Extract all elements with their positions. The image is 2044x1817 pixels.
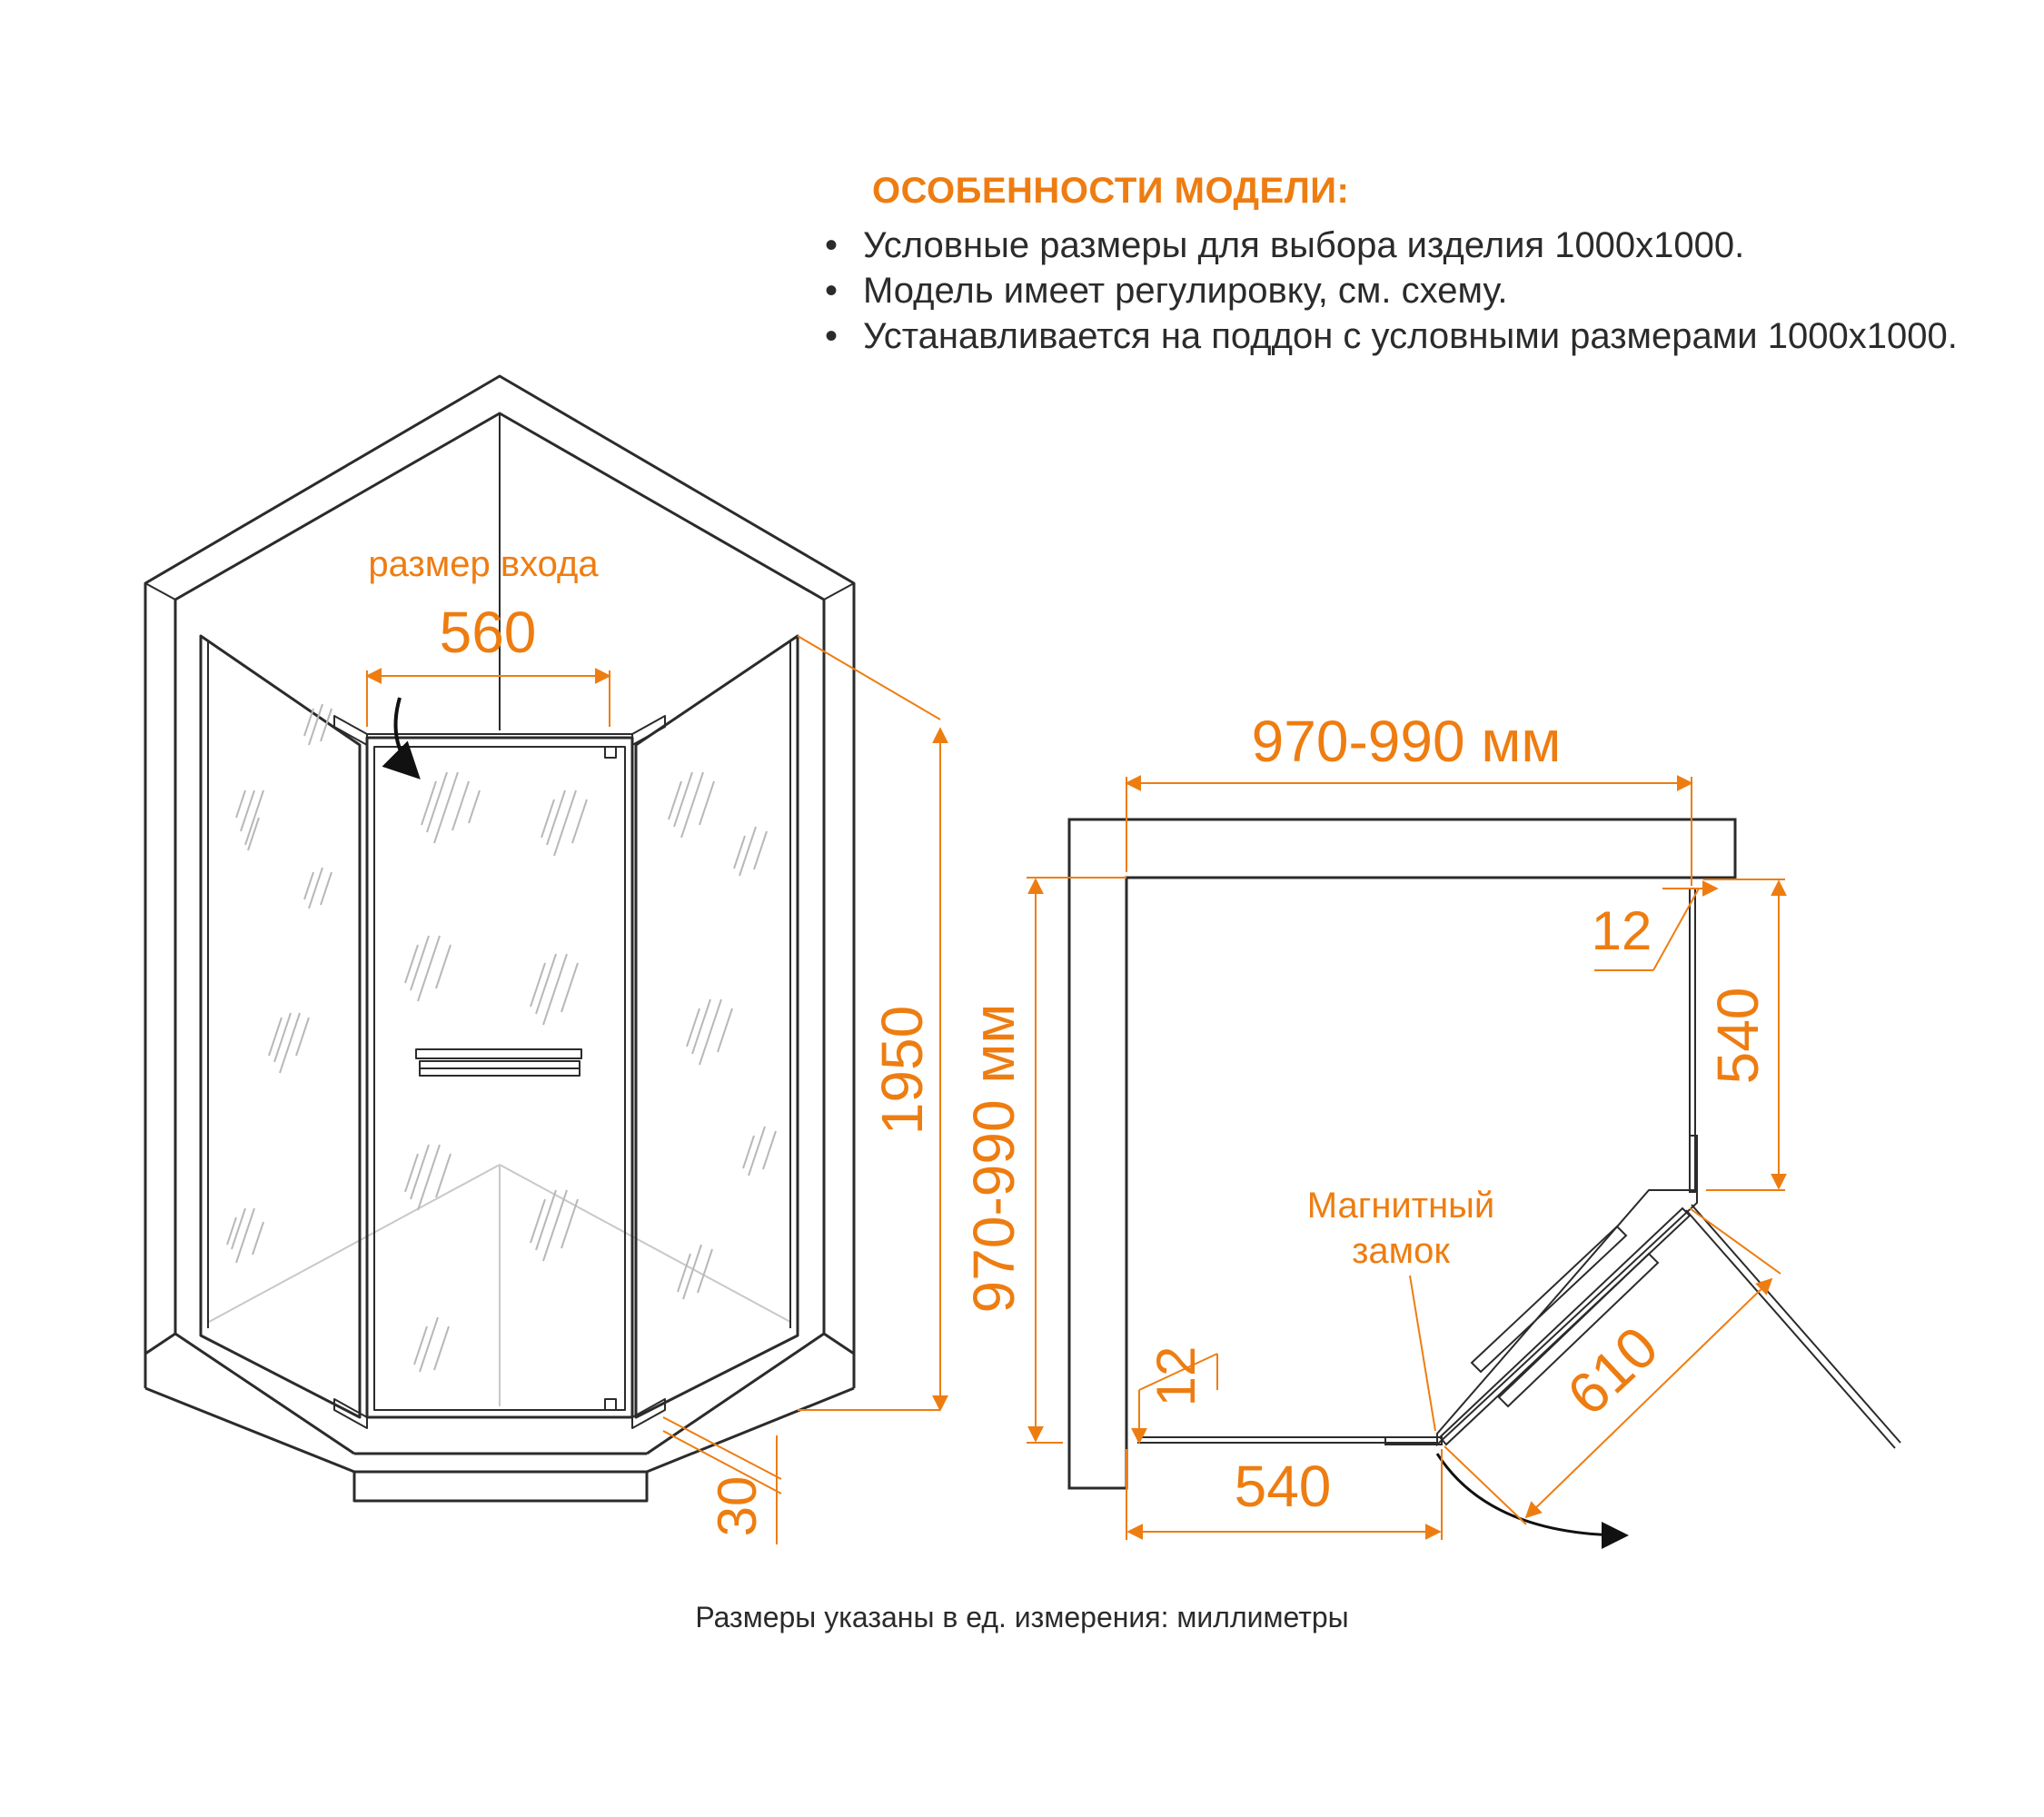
height-label: 1950 <box>869 1005 935 1136</box>
glass-hatching <box>227 704 776 1372</box>
plan-side-bottom-label: 540 <box>1234 1454 1332 1519</box>
entrance-width-label: 560 <box>439 600 537 665</box>
plan-gap-top-label: 12 <box>1591 900 1652 961</box>
feature-item: • Модель имеет регулировку, см. схему. <box>863 268 1989 313</box>
plan-width-left-label: 970-990 мм <box>961 1003 1027 1314</box>
lock-label-line2: замок <box>1352 1231 1450 1271</box>
plan-gap-left-label: 12 <box>1146 1345 1206 1407</box>
bullet-icon: • <box>825 225 838 265</box>
plan-dimensions <box>1027 777 1785 1540</box>
lock-label-line1: Магнитный <box>1306 1186 1495 1226</box>
plan-door-open <box>1692 1205 1900 1443</box>
tray-height-label: 30 <box>707 1475 768 1537</box>
glass-panel-left <box>201 636 360 1417</box>
plan-door-label: 610 <box>1554 1314 1671 1428</box>
units-footnote: Размеры указаны в ед. измерения: миллиметры <box>695 1601 1349 1633</box>
feature-item: • Условные размеры для выбора изделия 1000х1000. <box>863 223 1989 268</box>
features-title: ОСОБЕННОСТИ МОДЕЛИ: <box>872 171 1350 211</box>
door-handle <box>416 1049 581 1076</box>
bullet-icon: • <box>825 271 838 311</box>
plan-side-right-label: 540 <box>1705 987 1771 1085</box>
entrance-label: размер входа <box>368 544 599 584</box>
glass-panel-right <box>636 636 798 1417</box>
plan-width-top-label: 970-990 мм <box>1251 709 1562 774</box>
bullet-icon: • <box>825 316 838 356</box>
feature-item: • Устанавливается на поддон с условными размерами 1000х1000. <box>863 313 1989 359</box>
